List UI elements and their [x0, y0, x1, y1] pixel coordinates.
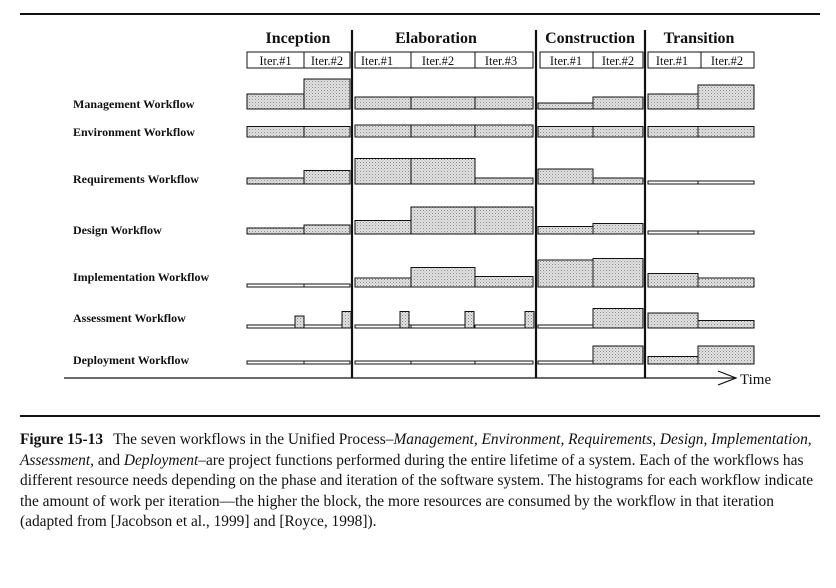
- histogram-block: [648, 94, 698, 109]
- histogram-block: [648, 127, 698, 138]
- histogram-block: [538, 103, 593, 109]
- iter-label: Iter.#1: [360, 54, 394, 68]
- histogram-block: [247, 361, 304, 364]
- histogram-block: [247, 178, 304, 184]
- histogram-block: [411, 125, 475, 137]
- caption-italic: Management, Environment, Requirements, Design, Implementation, Assessment,: [20, 431, 812, 469]
- caption-text: and: [93, 451, 124, 469]
- histogram-block: [593, 127, 643, 138]
- histogram-block: [475, 277, 533, 288]
- histogram-block: [475, 207, 533, 234]
- assessment-spike: [525, 312, 534, 329]
- time-label: Time: [740, 372, 772, 388]
- iter-label: Iter.#2: [310, 54, 344, 68]
- assessment-spike: [400, 312, 409, 329]
- workflow-label-environment: Environment Workflow: [73, 125, 195, 139]
- histogram-block: [475, 97, 533, 109]
- histogram-block: [355, 221, 411, 235]
- assessment-spike: [342, 312, 351, 329]
- histogram-block: [698, 85, 754, 109]
- caption-italic: Deployment: [123, 451, 199, 469]
- histogram-block: [698, 278, 754, 287]
- histogram-block: [247, 228, 304, 234]
- histogram-block: [304, 127, 350, 138]
- histogram-block: [247, 127, 304, 138]
- histogram-block: [648, 274, 698, 288]
- histogram-block: [593, 309, 643, 329]
- histogram-block: [593, 346, 643, 364]
- histogram-block: [698, 127, 754, 138]
- histogram-block: [698, 321, 754, 329]
- histogram-block: [475, 125, 533, 137]
- histogram-block: [538, 127, 593, 138]
- phase-elaboration: Elaboration: [395, 30, 477, 47]
- caption-text: The seven workflows in the Unified Process–: [113, 431, 394, 448]
- histogram-block: [593, 259, 643, 288]
- histogram-block: [355, 159, 411, 185]
- iter-label: Iter.#1: [655, 54, 689, 68]
- histogram-block: [304, 225, 350, 234]
- assessment-spike: [295, 316, 304, 328]
- histogram-block: [648, 231, 698, 234]
- histogram-block: [411, 97, 475, 109]
- workflow-label-management: Management Workflow: [73, 97, 195, 111]
- histogram-block: [411, 207, 475, 234]
- iter-label: Iter.#2: [601, 54, 635, 68]
- histogram-block: [247, 284, 304, 287]
- histogram-block: [538, 325, 593, 328]
- histogram-block: [538, 169, 593, 184]
- histogram-block: [593, 224, 643, 235]
- histogram-block: [411, 361, 475, 364]
- phase-transition: Transition: [663, 30, 735, 47]
- histogram-block: [304, 284, 350, 287]
- histogram-block: [475, 178, 533, 184]
- histogram-block: [475, 325, 533, 328]
- workflow-histograms: [247, 79, 754, 364]
- iter-label: Iter.#2: [710, 54, 744, 68]
- phase-inception: Inception: [265, 30, 331, 47]
- histogram-block: [355, 97, 411, 109]
- histogram-block: [411, 268, 475, 288]
- figure-caption: [20, 430, 820, 533]
- histogram-block: [355, 278, 411, 287]
- histogram-block: [411, 159, 475, 185]
- iter-label: Iter.#1: [549, 54, 583, 68]
- histogram-block: [475, 361, 533, 364]
- caption-text: –are project functions performed during the entire lifetime of a system. Each of the workflows has different resource needs depending on the phase and iteration of the software system. The histograms for each workflow indicate the amount of work per iteration—the higher the block, the more resources are consumed by the workflow in that iteration (adapted from [Jacobson et al., 1999] and [Royce, 1998]).: [20, 451, 814, 530]
- histogram-block: [593, 97, 643, 109]
- iter-label: Iter.#1: [259, 54, 292, 68]
- histogram-block: [538, 260, 593, 287]
- histogram-block: [648, 357, 698, 365]
- histogram-block: [698, 346, 754, 364]
- figure-label: Figure 15-13: [20, 431, 104, 448]
- histogram-block: [648, 313, 698, 328]
- histogram-block: [698, 231, 754, 234]
- workflow-label-design: Design Workflow: [73, 223, 162, 237]
- histogram-block: [247, 94, 304, 109]
- histogram-block: [355, 361, 411, 364]
- workflow-label-requirements: Requirements Workflow: [73, 172, 199, 186]
- phase-construction: Construction: [545, 30, 635, 47]
- iter-label: Iter.#3: [484, 54, 518, 68]
- histogram-block: [648, 181, 698, 184]
- workflow-label-deployment: Deployment Workflow: [73, 353, 190, 367]
- histogram-block: [304, 79, 350, 109]
- histogram-block: [304, 171, 350, 185]
- workflow-label-implementation: Implementation Workflow: [73, 270, 210, 284]
- histogram-block: [538, 361, 593, 364]
- assessment-spike: [465, 312, 474, 329]
- workflow-label-assessment: Assessment Workflow: [73, 311, 186, 325]
- histogram-block: [355, 125, 411, 137]
- histogram-block: [304, 361, 350, 364]
- iter-label: Iter.#2: [421, 54, 455, 68]
- histogram-block: [698, 181, 754, 184]
- histogram-block: [538, 227, 593, 235]
- histogram-block: [593, 178, 643, 184]
